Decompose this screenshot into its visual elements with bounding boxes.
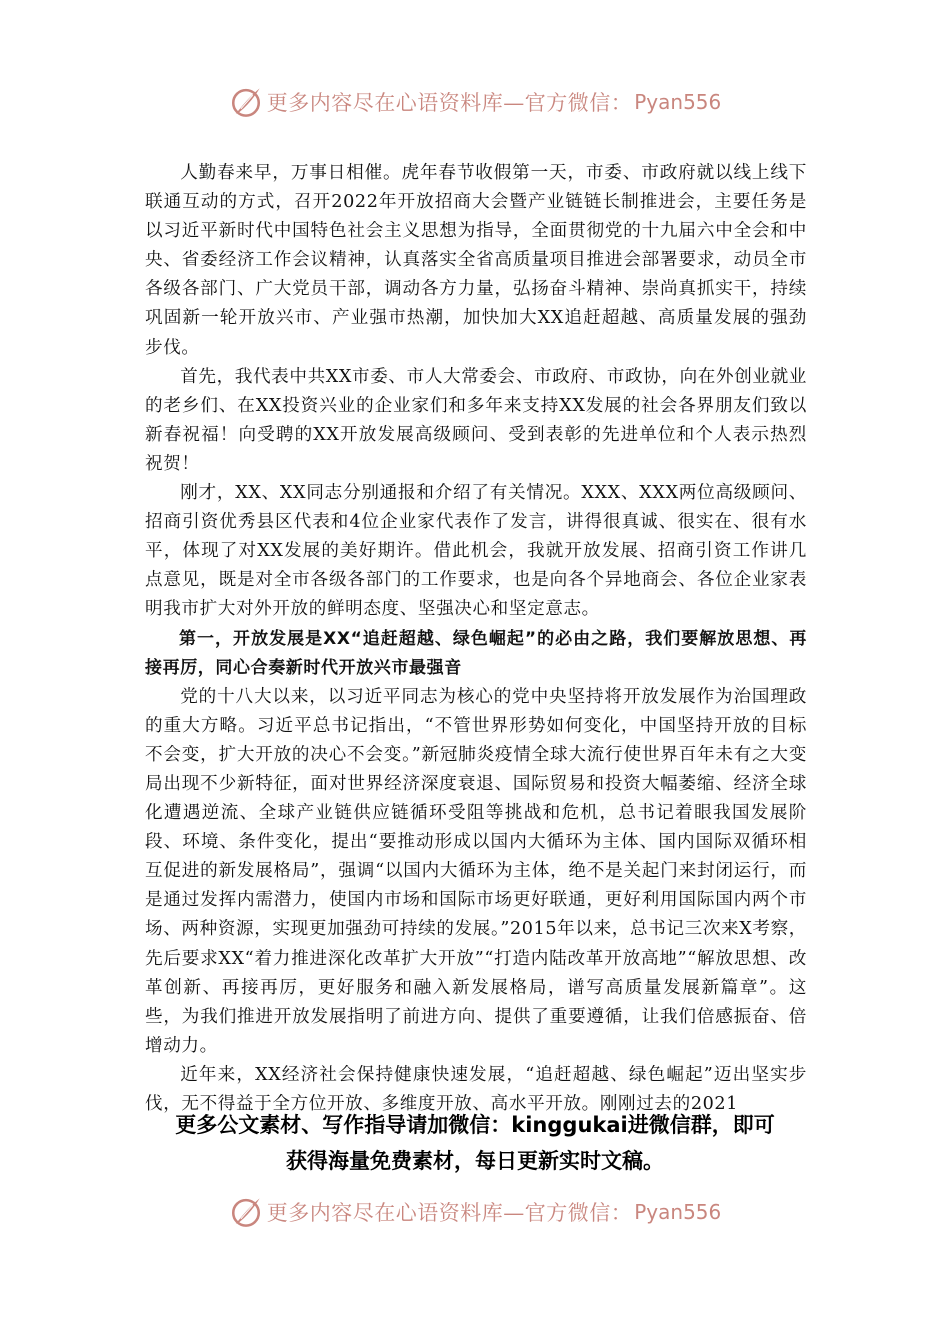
- paragraph-greetings: 首先，我代表中共XX市委、市人大常委会、市政府、市政协，向在外创业就业的老乡们、在XX投资兴业的企业家们和多年来支持XX发展的社会各界朋友们致以新春祝福！向受聘的XX开放发展高级顾问、受到表彰的先进单位和个人表示热烈祝贺！: [145, 366, 807, 474]
- paragraph-recent-years: 近年来，XX经济社会保持健康快速发展，“追赶超越、绿色崛起”迈出坚实步伐，无不得益于全方位开放、多维度开放、高水平开放。刚刚过去的2021: [145, 1064, 807, 1114]
- watermark-wechat-id: Pyan556: [634, 1200, 722, 1224]
- watermark-text: 更多内容尽在心语资料库—官方微信：: [266, 1201, 633, 1225]
- section-heading-first: 第一，开放发展是XX“追赶超越、绿色崛起”的必由之路，我们要解放思想、再接再厉，同心合奏新时代开放兴市最强音: [145, 628, 807, 678]
- quill-logo-icon: [229, 85, 263, 119]
- paragraph-remarks: 刚才，XX、XX同志分别通报和介绍了有关情况。XXX、XXX两位高级顾问、招商引资优秀县区代表和4位企业家代表作了发言，讲得很真诚、很实在、很有水平，体现了对XX发展的美好期许。借此机会，我就开放发展、招商引资工作讲几点意见，既是对全市各级各部门的工作要求，也是向各个异地商会、各位企业家表明我市扩大对外开放的鲜明态度、坚强决心和坚定意志。: [145, 483, 807, 620]
- promo-line-2: 获得海量免费素材，每日更新实时文稿。: [286, 1149, 664, 1173]
- promo-line-1: 更多公文素材、写作指导请加微信：kinggukai进微信群，即可: [175, 1113, 775, 1137]
- watermark-footer: [0, 1192, 950, 1232]
- watermark-header: [0, 82, 950, 122]
- paragraph-intro: 人勤春来早，万事日相催。虎年春节收假第一天，市委、市政府就以线上线下联通互动的方式，召开2022年开放招商大会暨产业链链长制推进会，主要任务是以习近平新时代中国特色社会主义思想为指导，全面贯彻党的十九届六中全会和中央、省委经济工作会议精神，认真落实全省高质量项目推进会部署要求，动员全市各级各部门、广大党员干部，调动各方力量，弘扬奋斗精神、崇尚真抓实干，持续巩固新一轮开放兴市、产业强市热潮，加快加大XX追赶超越、高质量发展的强劲步伐。: [145, 163, 807, 358]
- paragraph-party-strategy: 党的十八大以来，以习近平同志为核心的党中央坚持将开放发展作为治国理政的重大方略。习近平总书记指出，“不管世界形势如何变化，中国坚持开放的目标不会变，扩大开放的决心不会变。”新冠肺炎疫情全球大流行使世界百年未有之大变局出现不少新特征，面对世界经济深度衰退、国际贸易和投资大幅萎缩、经济全球化遭遇逆流、全球产业链供应链循环受阻等挑战和危机，总书记着眼我国发展阶段、环境、条件变化，提出“要推动形成以国内大循环为主体、国内国际双循环相互促进的新发展格局”，强调“以国内大循环为主体，绝不是关起门来封闭运行，而是通过发挥内需潜力，使国内市场和国际市场更好联通，更好利用国际国内两个市场、两种资源，实现更加强劲可持续的发展。”2015年以来，总书记三次来X考察，先后要求XX“着力推进深化改革扩大开放”“打造内陆改革开放高地”“解放思想、改革创新、再接再厉，更好服务和融入新发展格局，谱写高质量发展新篇章”。这些，为我们推进开放发展指明了前进方向、提供了重要遵循，让我们倍感振奋、倍增动力。: [145, 686, 807, 1056]
- watermark-wechat-id: Pyan556: [634, 90, 722, 114]
- quill-logo-icon: [229, 1195, 263, 1229]
- watermark-text: 更多内容尽在心语资料库—官方微信：: [266, 91, 633, 115]
- promo-notice: [130, 1107, 820, 1179]
- document-body: [145, 159, 807, 1119]
